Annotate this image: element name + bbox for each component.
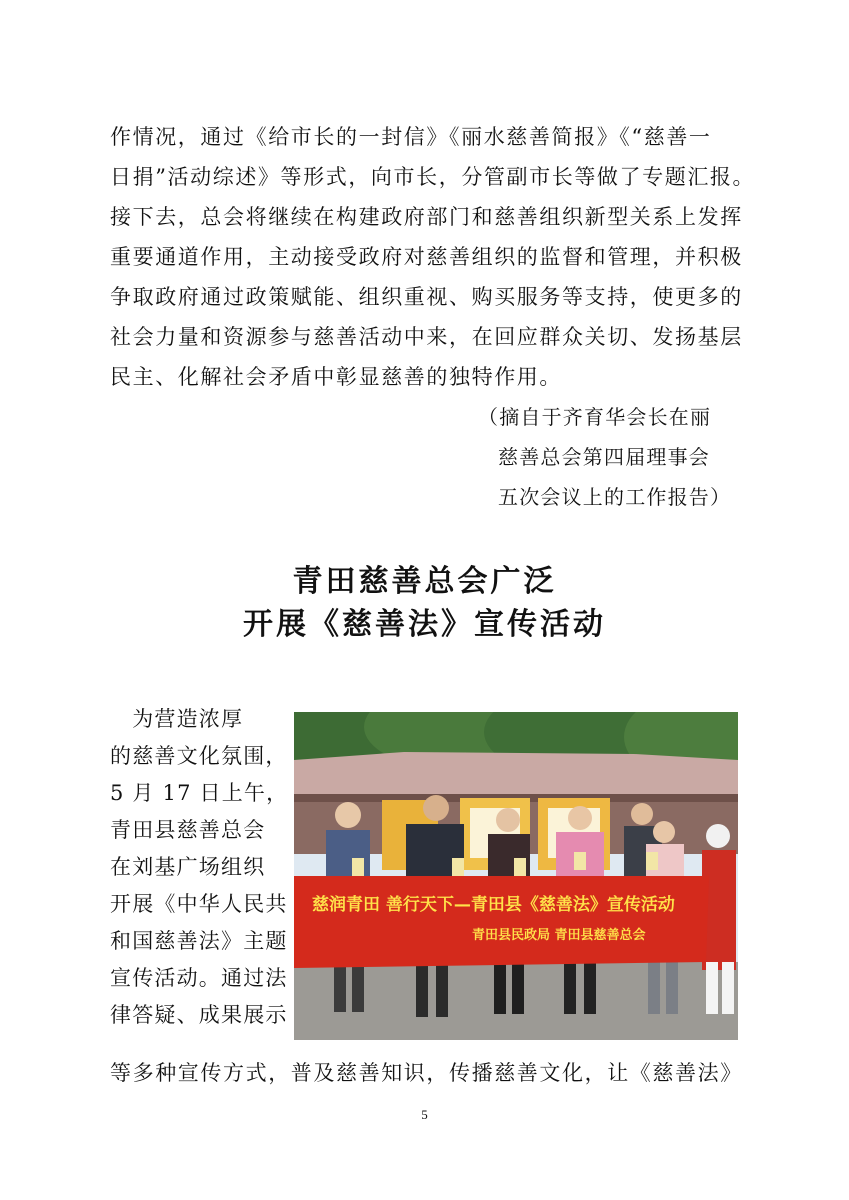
attribution-line: 五次会议上的工作报告） [498, 485, 732, 509]
article-title: 开展《慈善法》宣传活动 [243, 607, 606, 642]
side-text-line: 的慈善文化氛围， [110, 744, 288, 768]
paragraph-line: 日捐”活动综述》等形式，向市长，分管副市长等做了专题汇报。 [110, 165, 756, 189]
attribution-line: 慈善总会第四届理事会 [498, 445, 710, 469]
side-text-line: 青田县慈善总会 [110, 818, 266, 842]
side-text-line: 开展《中华人民共 [110, 892, 288, 916]
paragraph-line: 重要通道作用，主动接受政府对慈善组织的监督和管理，并积极 [110, 245, 743, 269]
article-title: 青田慈善总会广泛 [292, 564, 557, 599]
side-text-line: 5 月 17 日上午， [110, 781, 289, 805]
side-text-line: 宣传活动。通过法 [110, 966, 288, 990]
paragraph-line: 接下去，总会将继续在构建政府部门和慈善组织新型关系上发挥 [110, 205, 743, 229]
side-text-line: 和国慈善法》主题 [110, 929, 288, 953]
event-photo [294, 712, 738, 1040]
paragraph-line: 社会力量和资源参与慈善活动中来，在回应群众关切、发扬基层 [110, 325, 743, 349]
banner-subtext: 青田县民政局 青田县慈善总会 [472, 928, 646, 943]
side-text-line: 在刘基广场组织 [110, 855, 266, 879]
paragraph-line: 争取政府通过政策赋能、组织重视、购买服务等支持，使更多的 [110, 285, 743, 309]
paragraph-line: 民主、化解社会矛盾中彰显慈善的独特作用。 [110, 365, 562, 389]
side-text-line: 为营造浓厚 [110, 707, 244, 731]
paragraph-line: 作情况，通过《给市长的一封信》《丽水慈善简报》《“慈善一 [110, 125, 712, 149]
side-text-line: 律答疑、成果展示 [110, 1003, 288, 1027]
attribution-line: （摘自于齐育华会长在丽 [478, 405, 712, 429]
banner-text: 慈润青田 善行天下—青田县《慈善法》宣传活动 [312, 895, 675, 915]
page-number: 5 [421, 1107, 428, 1122]
paragraph-line: 等多种宣传方式，普及慈善知识，传播慈善文化，让《慈善法》 [110, 1061, 743, 1085]
